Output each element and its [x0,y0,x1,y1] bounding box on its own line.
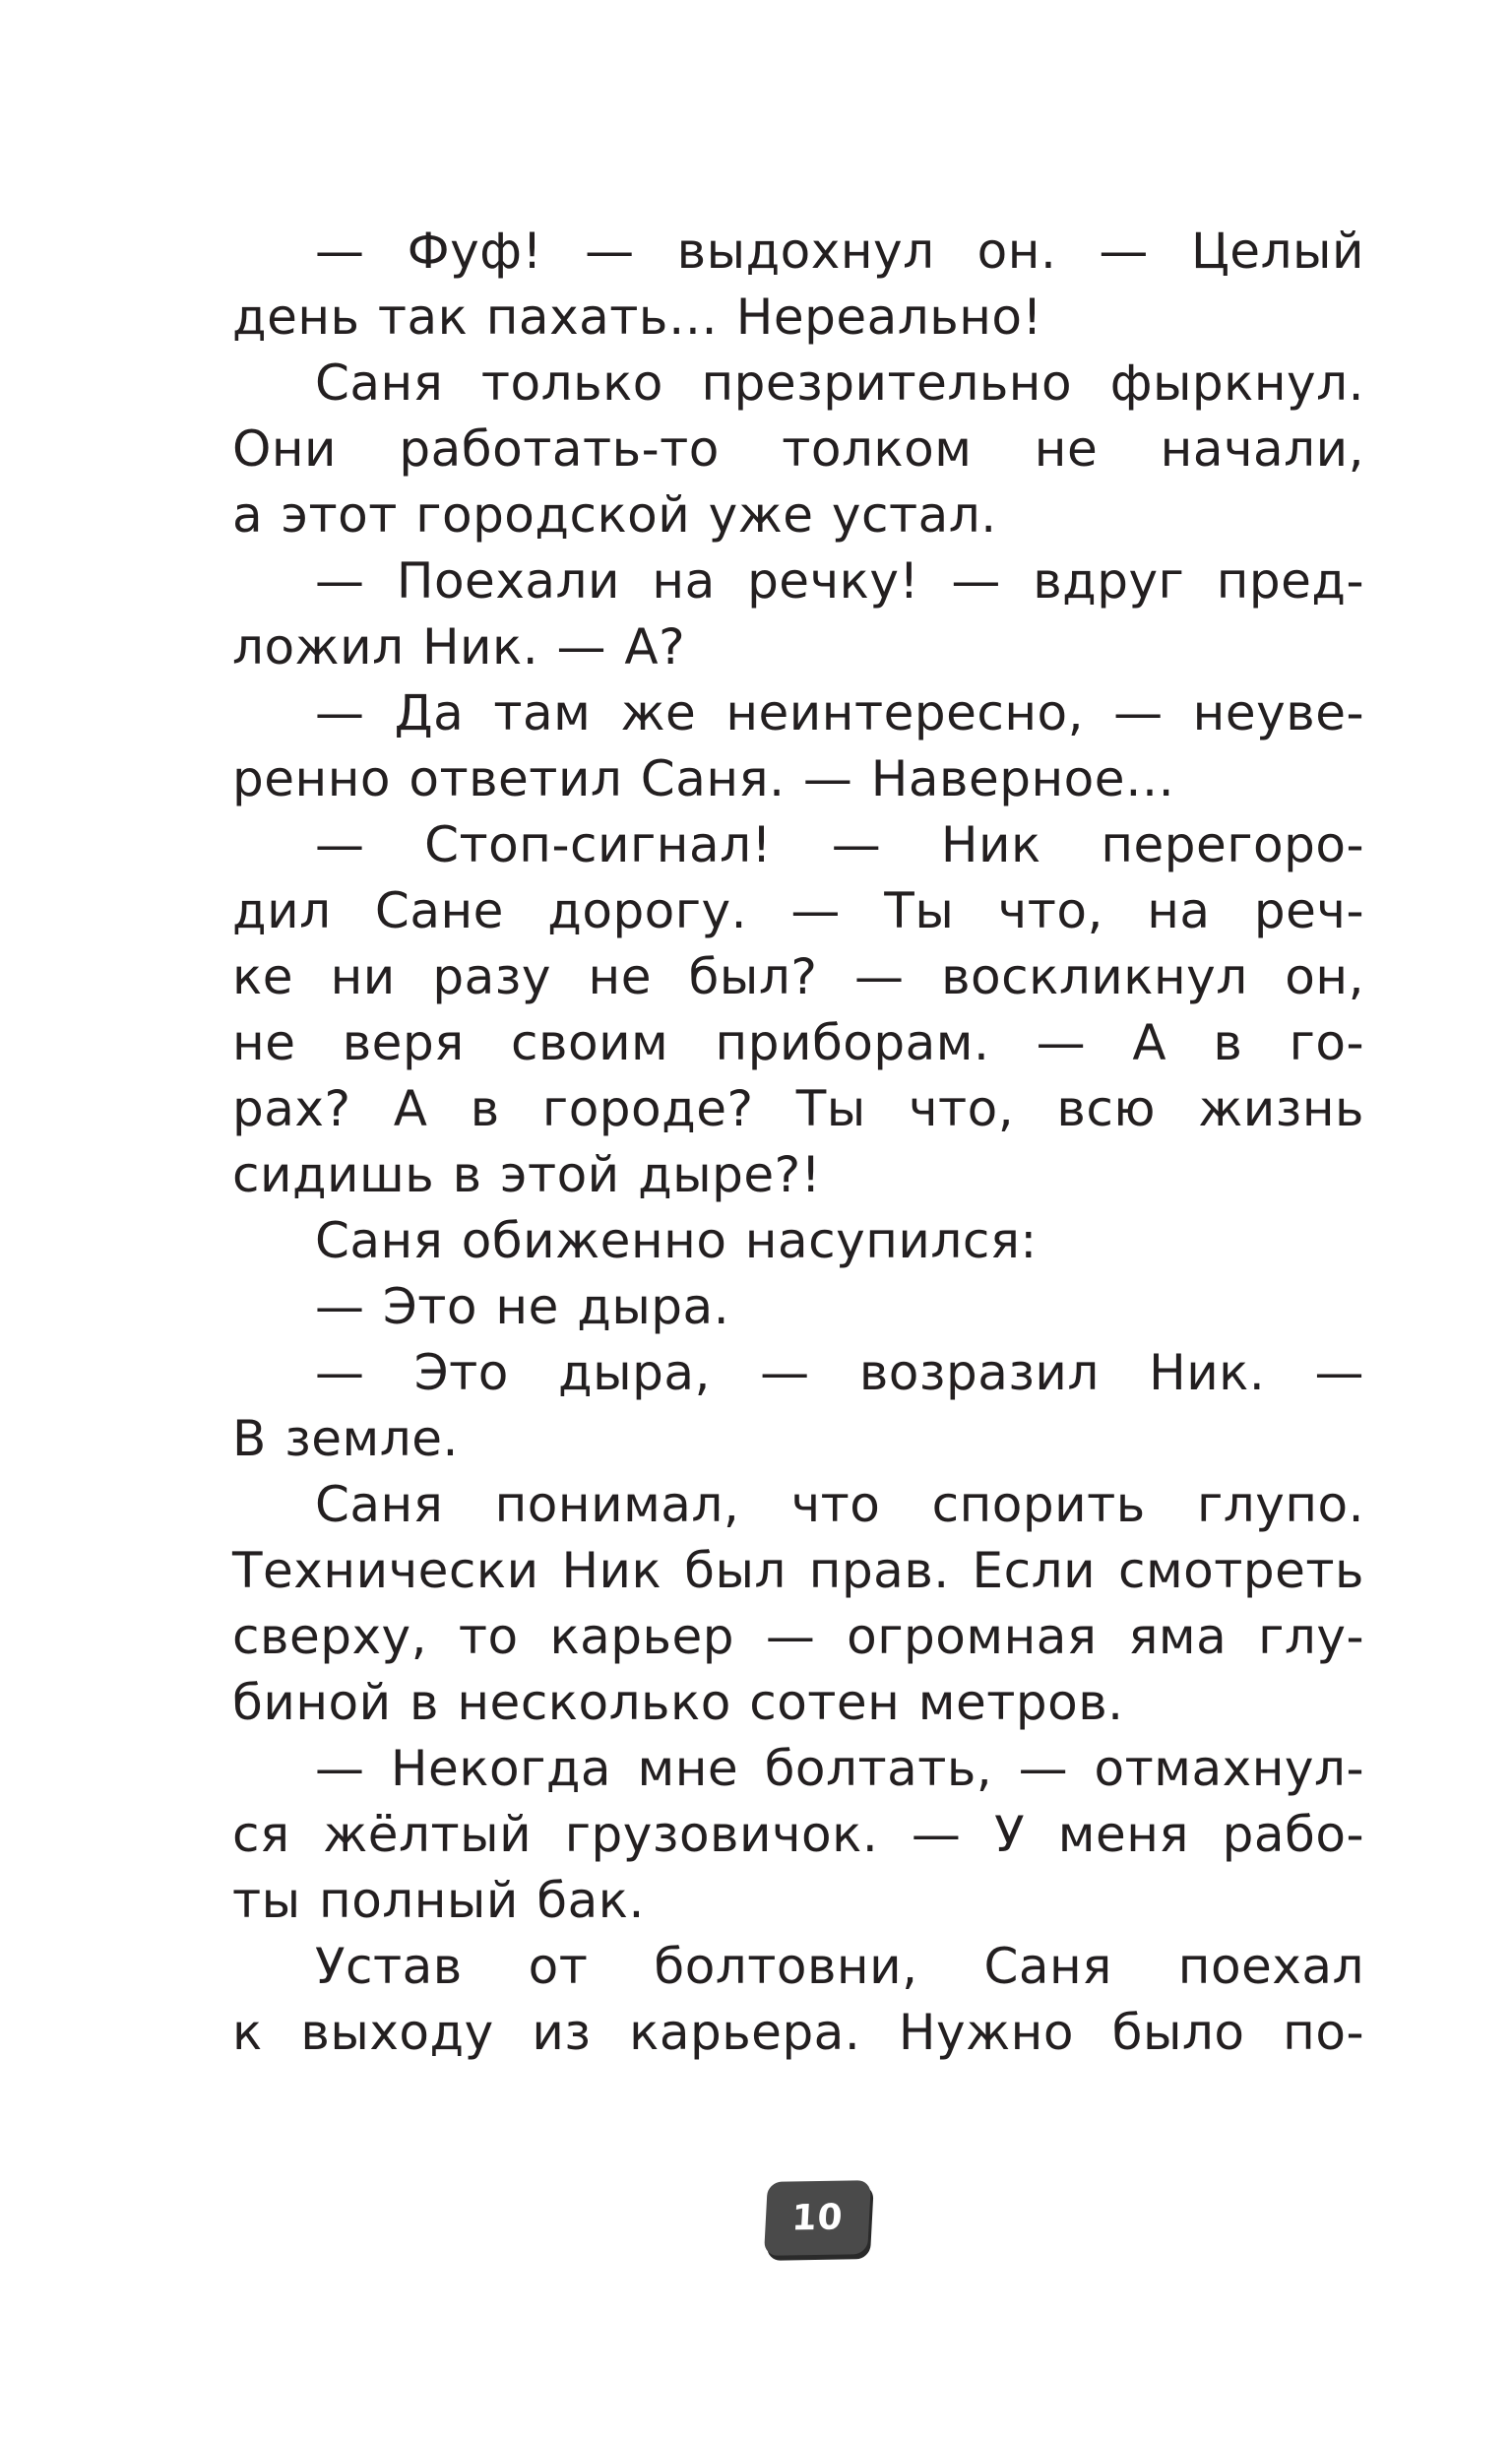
text-line: ке ни разу не был? — воскликнул он, [232,948,1364,1005]
text-line: В земле. [232,1410,459,1467]
text-line: Они работать-то толком не начали, [232,420,1364,478]
text-line: Саня понимал, что спорить глупо. [315,1476,1364,1533]
text-line: ренно ответил Саня. — Наверное… [232,750,1175,807]
body-text [232,219,1364,2066]
text-line: дил Сане дорогу. — Ты что, на реч- [232,882,1364,939]
text-line: Устав от болтовни, Саня поехал [315,1938,1364,1995]
text-line: — Фуф! — выдохнул он. — Целый [315,223,1364,280]
text-line: — Некогда мне болтать, — отмахнул- [315,1740,1364,1797]
text-line: — Поехали на речку! — вдруг пред- [315,552,1364,610]
text-line: ты полный бак. [232,1872,645,1929]
text-line: — Да там же неинтересно, — неуве- [315,684,1364,741]
text-line: Саня только презрительно фыркнул. [315,354,1364,412]
text-line: — Стоп-сигнал! — Ник перегоро- [315,816,1364,873]
text-line: — Это не дыра. [315,1278,730,1335]
text-line: ложил Ник. — А? [232,618,686,675]
text-line: рах? А в городе? Ты что, всю жизнь [232,1080,1364,1137]
text-line: Саня обиженно насупился: [315,1212,1038,1269]
text-line: биной в несколько сотен метров. [232,1674,1124,1731]
text-line: не веря своим приборам. — А в го- [232,1014,1364,1071]
text-line: — Это дыра, — возразил Ник. — [315,1344,1364,1401]
page-number: 10 [790,2197,845,2239]
text-line: к выходу из карьера. Нужно было по- [232,2004,1364,2061]
text-line: сидишь в этой дыре?! [232,1146,822,1203]
text-line: Технически Ник был прав. Если смотреть [232,1542,1364,1599]
text-line: ся жёлтый грузовичок. — У меня рабо- [232,1806,1364,1863]
text-line: сверху, то карьер — огромная яма глу- [232,1608,1364,1665]
text-line: день так пахать… Нереально! [232,289,1043,346]
page-number-badge [764,2180,871,2256]
text-line: а этот городской уже устал. [232,486,997,544]
